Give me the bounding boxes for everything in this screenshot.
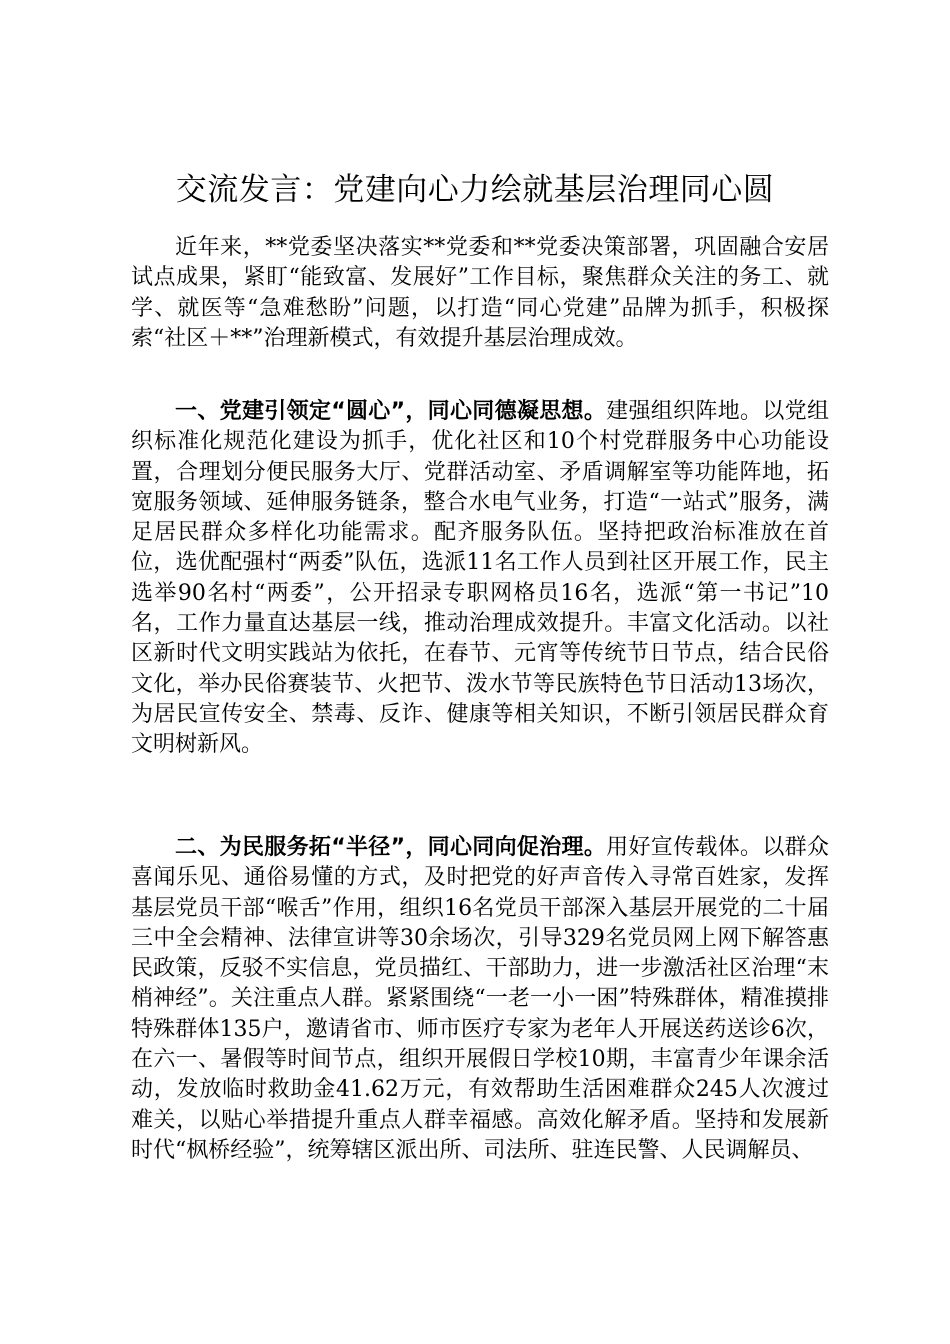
- document-title: 交流发言：党建向心力绘就基层治理同心圆: [175, 172, 775, 208]
- section-one-heading: 一、党建引领定“圆心”，同心同德凝思想。: [175, 399, 607, 424]
- section-one-paragraph: [131, 397, 829, 761]
- intro-paragraph: [131, 233, 829, 354]
- section-one-text: 建强组织阵地。以党组织标准化规范化建设为抓手，优化社区和10个村党群服务中心功能设置，合理划分便民服务大厅、党群活动室、矛盾调解室等功能阵地，拓宽服务领域、延伸服务链条，整合水电气业务，打造“一站式”服务，满足居民群众多样化功能需求。配齐服务队伍。坚持把政治标准放在首位，选优配强村“两委”队伍，选派11名工作人员到社区开展工作，民主选举90名村“两委”，公开招录专职网格员16名，选派“第一书记”10名，工作力量直达基层一线，推动治理成效提升。丰富文化活动。以社区新时代文明实践站为依托，在春节、元宵等传统节日节点，结合民俗文化，举办民俗赛装节、火把节、泼水节等民族特色节日活动13场次，为居民宣传安全、禁毒、反诈、健康等相关知识，不断引领居民群众育文明树新风。: [131, 399, 829, 758]
- section-two-heading: 二、为民服务拓“半径”，同心同向促治理。: [175, 835, 607, 860]
- section-two-text: 用好宣传载体。以群众喜闻乐见、通俗易懂的方式，及时把党的好声音传入寻常百姓家，发挥基层党员干部“喉舌”作用，组织16名党员干部深入基层开展党的二十届三中全会精神、法律宣讲等30余场次，引导329名党员网上网下解答惠民政策，反驳不实信息，党员描红、干部助力，进一步激活社区治理“末梢神经”。关注重点人群。紧紧围绕“一老一小一困”特殊群体，精准摸排特殊群体135户，邀请省市、师市医疗专家为老年人开展送药送诊6次，在六一、暑假等时间节点，组织开展假日学校10期，丰富青少年课余活动，发放临时救助金41.62万元，有效帮助生活困难群众245人次渡过难关，以贴心举措提升重点人群幸福感。高效化解矛盾。坚持和发展新时代“枫桥经验”，统筹辖区派出所、司法所、驻连民警、人民调解员、: [131, 835, 829, 1163]
- section-two-paragraph: [131, 833, 829, 1166]
- intro-text: 近年来，**党委坚决落实**党委和**党委决策部署，巩固融合安居试点成果，紧盯“能致富、发展好”工作目标，聚焦群众关注的务工、就学、就医等“急难愁盼”问题，以打造“同心党建”品牌为抓手，积极探索“社区＋**”治理新模式，有效提升基层治理成效。: [131, 235, 829, 351]
